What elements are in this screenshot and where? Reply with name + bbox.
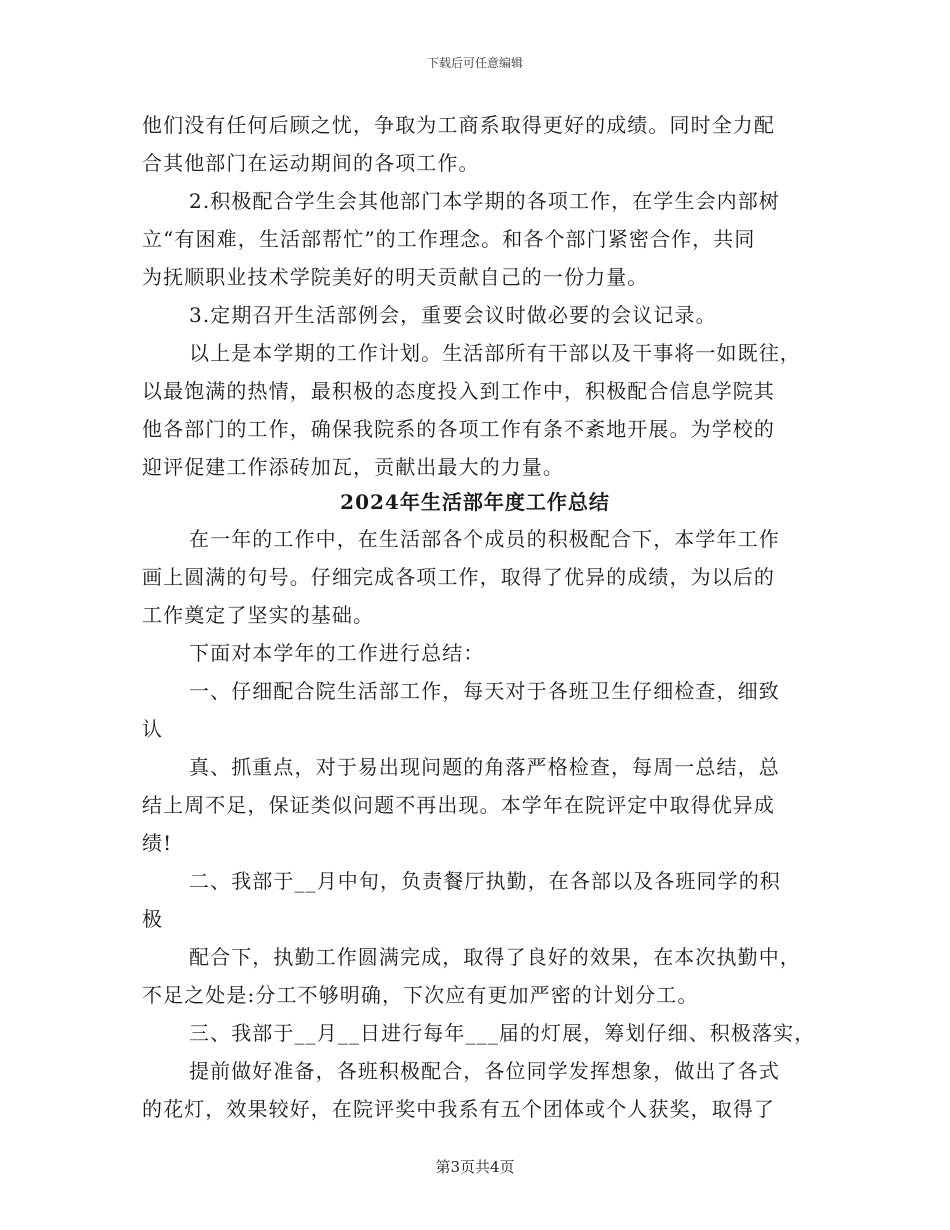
body-line: 3.定期召开生活部例会，重要会议时做必要的会议记录。 — [189, 303, 717, 327]
body-line: 迎评促建工作添砖加瓦，贡献出最大的力量。 — [142, 455, 564, 479]
body-line: 提前做好准备，各班积极配合，各位同学发挥想象，做出了各式 — [189, 1059, 780, 1083]
body-line: 不足之处是:分工不够明确，下次应有更加严密的计划分工。 — [142, 983, 699, 1007]
body-line: 在一年的工作中，在生活部各个成员的积极配合下，本学年工作 — [189, 527, 780, 551]
body-line: 以上是本学期的工作计划。生活部所有干部以及干事将一如既往， — [189, 341, 801, 365]
body-line: 他各部门的工作，确保我院系的各项工作有条不紊地开展。为学校的 — [142, 417, 775, 441]
body-line: 为抚顺职业技术学院美好的明天贡献自己的一份力量。 — [142, 265, 649, 289]
body-line: 立“有困难，生活部帮忙”的工作理念。和各个部门紧密合作，共同 — [142, 227, 756, 251]
body-line: 工作奠定了坚实的基础。 — [142, 603, 375, 627]
body-line: 2.积极配合学生会其他部门本学期的各项工作，在学生会内部树 — [189, 189, 780, 213]
body-line: 三、我部于__月__日进行每年___届的灯展，筹划仔细、积极落实， — [189, 1021, 816, 1045]
body-line: 画上圆满的句号。仔细完成各项工作，取得了优异的成绩，为以后的 — [142, 565, 775, 589]
body-line: 二、我部于__月中旬，负责餐厅执勤，在各部以及各班同学的积 — [189, 869, 781, 893]
body-line: 以最饱满的热情，最积极的态度投入到工作中，积极配合信息学院其 — [142, 379, 775, 403]
body-line: 他们没有任何后顾之忧，争取为工商系取得更好的成绩。同时全力配 — [142, 113, 775, 137]
page-footer: 第3页共4页 — [435, 1158, 515, 1176]
body-line: 真、抓重点，对于易出现问题的角落严格检查，每周一总结，总 — [189, 755, 780, 779]
body-line: 结上周不足，保证类似问题不再出现。本学年在院评定中取得优异成 — [142, 793, 775, 817]
body-line: 配合下，执勤工作圆满完成，取得了良好的效果，在本次执勤中， — [189, 945, 801, 969]
body-line: 下面对本学年的工作进行总结： — [189, 641, 485, 665]
body-line: 一、仔细配合院生活部工作，每天对于各班卫生仔细检查，细致 — [189, 679, 780, 703]
body-line: 合其他部门在运动期间的各项工作。 — [142, 151, 480, 175]
body-line: 极 — [142, 907, 164, 931]
page-header: 下载后可任意编辑 — [426, 56, 523, 70]
section-title: 2024年生活部年度工作总结 — [340, 490, 610, 514]
body-line: 绩! — [142, 831, 173, 855]
body-line: 认 — [142, 717, 164, 741]
body-line: 的花灯，效果较好，在院评奖中我系有五个团体或个人获奖，取得了 — [142, 1097, 775, 1121]
